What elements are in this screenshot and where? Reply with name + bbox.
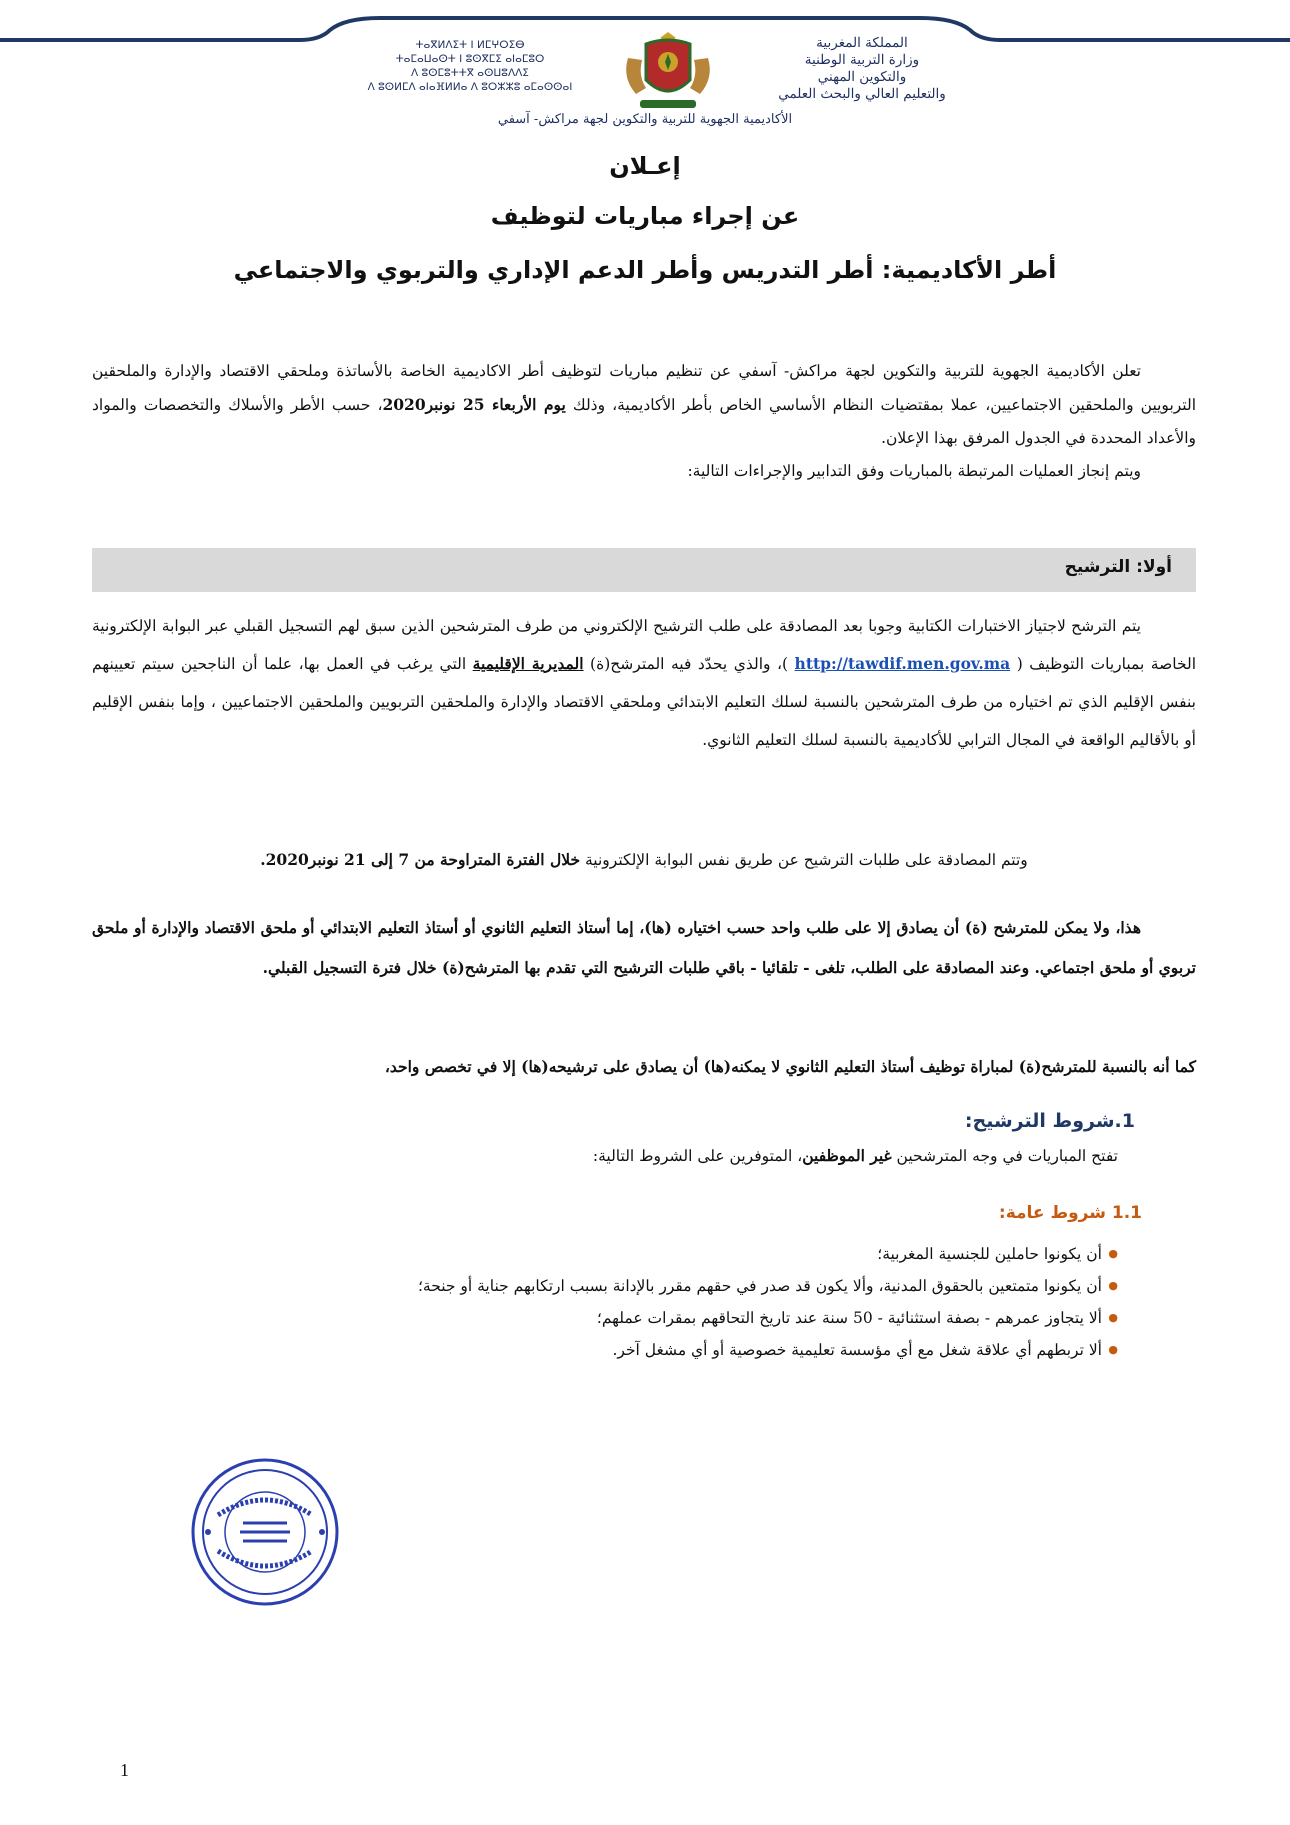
tifinagh-line: ⴷ ⵓⵙⵍⵎⴷ ⴰⵏⴰⴼⵍⵍⴰ ⴷ ⵓⵔⵣⵣⵓ ⴰⵎⴰⵙⵙⴰⵏ [367, 81, 573, 93]
intro-procedures: ويتم إنجاز العمليات المرتبطة بالمباريات وفق التدابير والإجراءات التالية: [687, 462, 1141, 480]
list-item: ● ألا تربطهم أي علاقة شغل مع أي مؤسسة تعليمية خصوصية أو أي مشغل آخر. [278, 1334, 1118, 1366]
header-arabic-line: وزارة التربية الوطنية [804, 52, 920, 68]
validation-period: خلال الفترة المتراوحة من 7 إلى 21 نونبر2020. [260, 850, 581, 869]
academy-name: الأكاديمية الجهوية للتربية والتكوين لجهة مراكش- آسفي [497, 112, 793, 127]
provincial-directorate: المديرية الإقليمية [472, 654, 584, 673]
announcement-scope: أطر الأكاديمية: أطر التدريس وأطر الدعم الإداري والتربوي والاجتماعي [233, 256, 1057, 284]
candidacy-text-end: التي يرغب في العمل بها، علما أن الناجحين سيتم تعيينهم بنفس الإقليم الذي تم اختياره من طرف المترشحين بالنسبة لسلك التعليم الابتدائي وملحقي الاقتصاد والإدارة والملحقين التربويين والملحقين الاجتماعيين ، وإما بنفس الإقليم أو بالأقاليم الواقعة في المجال الترابي للأكاديمية بالنسبة لسلك التعليم الثانوي. [92, 655, 1196, 749]
validation-text: وتتم المصادقة على طلبات الترشيح عن طريق نفس البوابة الإلكترونية [580, 851, 1028, 869]
general-conditions-list [278, 1238, 1118, 1366]
tifinagh-line: ⴷ ⵓⵙⵎⵓⵜⵜⴳ ⴰⵙⵡⵓⴷⴷⵉ [411, 67, 529, 79]
header-arabic-line: والتكوين المهني [817, 69, 907, 85]
header-arabic-block [752, 35, 972, 103]
announcement-subtitle: عن إجراء مباريات لتوظيف [490, 202, 800, 230]
secondary-teacher-note: كما أنه بالنسبة للمترشح(ة) لمباراة توظيف أستاذ التعليم الثانوي لا يمكنه(ها) أن يصادق على ترشيحه(ها) إلا في تخصص واحد، [384, 1057, 1196, 1076]
conditions-text: تفتح المباريات في وجه المترشحين [891, 1147, 1118, 1165]
header-arabic-line: والتعليم العالي والبحث العلمي [778, 86, 946, 102]
official-stamp-icon [188, 1455, 343, 1610]
candidacy-text: يتم الترشح لاجتياز الاختبارات الكتابية وجوبا بعد المصادقة على طلب الترشيح الإلكتروني من طرف المترشحين الذين سبق لهم التسجيل القبلي عبر البوابة الإلكترونية الخاصة بمباريات التوظيف ( [92, 617, 1197, 673]
candidacy-text-mid: )، والذي يحدّد فيه المترشح(ة) [583, 655, 795, 673]
list-item: ● أن يكونوا متمتعين بالحقوق المدنية، وألا يكون قد صدر في حقهم مقرر بالإدانة بسبب ارتكابهم جناية أو جنحة؛ [278, 1270, 1118, 1302]
conditions-text-end: ، المتوفرين على الشروط التالية: [592, 1147, 803, 1165]
intro-paragraph [92, 355, 1196, 488]
tifinagh-line: ⵜⴰⵎⴰⵡⴰⵙⵜ ⵏ ⵓⵙⴳⵎⵉ ⴰⵏⴰⵎⵓⵔ [395, 53, 545, 65]
tawdif-portal-link[interactable]: http://tawdif.men.gov.ma [794, 654, 1011, 673]
announcement-title: إعـلان [609, 152, 681, 180]
intro-text: تعلن الأكاديمية الجهوية للتربية والتكوين لجهة مراكش- آسفي عن تنظيم مباريات لتوظيف أطر الاكاديمية الخاصة بالأساتذة وملحقي الاقتصاد والإدارة والملحقين التربويين والملحقين الاجتماعيين، عملا بمقتضيات النظام الأساسي الخاص بأطر الأكاديمية، وذلك [92, 362, 1197, 414]
tifinagh-line: ⵜⴰⴳⵍⴷⵉⵜ ⵏ ⵍⵎⵖⵔⵉⴱ [415, 39, 525, 51]
exam-date: يوم الأربعاء 25 نونبر2020 [382, 395, 566, 414]
non-employees: غير الموظفين [802, 1146, 892, 1165]
list-item: ● ألا يتجاوز عمرهم - بصفة استثنائية - 50 سنة عند تاريخ التحاقهم بمقرات عملهم؛ [278, 1302, 1118, 1334]
header-arabic-line: المملكة المغربية [816, 35, 908, 51]
moroccan-coat-of-arms-icon [618, 28, 718, 114]
general-conditions-heading: 1.1 شروط عامة: [998, 1203, 1142, 1223]
section-heading: أولا: الترشيح [1064, 557, 1172, 577]
validation-paragraph [92, 850, 1196, 869]
conditions-intro [593, 1146, 1118, 1165]
section-bar-candidacy [92, 548, 1196, 592]
candidacy-paragraph [92, 607, 1196, 759]
intro-text-end: ، حسب الأطر والأسلاك والتخصصات والمواد والأعداد المحددة في الجدول المرفق بهذا الإعلان. [92, 396, 1196, 447]
single-application-note: هذا، ولا يمكن للمترشح (ة) أن يصادق إلا على طلب واحد حسب اختياره (ها)، إما أستاذ التعليم الثانوي أو أستاذ التعليم الابتدائي أو ملحق الاقتصاد والإدارة أو ملحق تربوي أو ملحق اجتماعي. وعند المصادقة على الطلب، تلغى - تلقائيا - باقي طلبات الترشيح التي تقدم بها المترشح(ة) خلال فترة التسجيل القبلي. [92, 918, 1196, 977]
conditions-heading: 1.شروط الترشيح: [964, 1110, 1135, 1132]
list-item: ● أن يكونوا حاملين للجنسية المغربية؛ [278, 1238, 1118, 1270]
page-number: 1 [120, 1760, 129, 1780]
header-tifinagh-block [330, 38, 610, 94]
